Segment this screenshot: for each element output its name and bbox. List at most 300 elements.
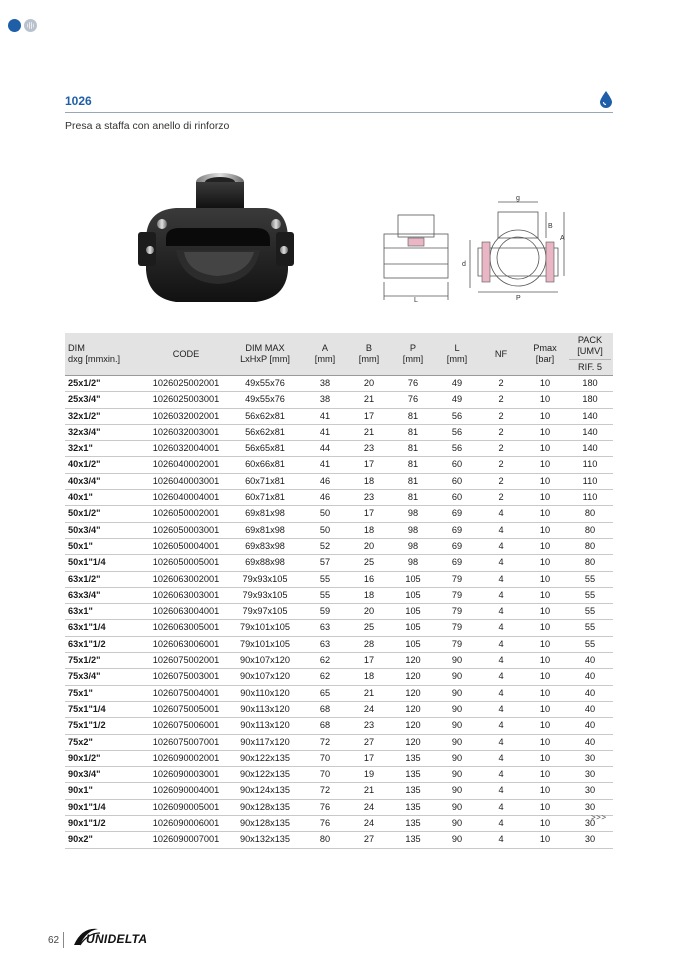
cell-nf: 4 [479,620,523,636]
cell-pack: 80 [567,538,613,554]
cell-pmax: 10 [523,832,567,848]
cell-p: 105 [391,604,435,620]
cell-dim: 40x1" [65,490,145,506]
cell-nf: 4 [479,750,523,766]
table-row [65,441,613,457]
cell-nf: 4 [479,783,523,799]
cell-p: 76 [391,392,435,408]
table-row [65,506,613,522]
cell-b: 23 [347,441,391,457]
cell-dim-max: 56x65x81 [227,441,303,457]
cell-b: 18 [347,522,391,538]
cell-pmax: 10 [523,685,567,701]
cell-a: 57 [303,555,347,571]
product-subtitle: Presa a staffa con anello di rinforzo [65,120,230,132]
cell-l: 90 [435,685,479,701]
header-pmax: Pmax [bar] [523,333,567,376]
cell-dim-max: 90x113x120 [227,701,303,717]
cell-nf: 2 [479,457,523,473]
cell-code: 1026032003001 [145,424,227,440]
cell-p: 98 [391,506,435,522]
cell-p: 120 [391,734,435,750]
table-row [65,718,613,734]
cell-a: 38 [303,392,347,408]
cell-code: 1026075002001 [145,653,227,669]
cell-b: 20 [347,376,391,392]
cell-code: 1026090005001 [145,799,227,815]
cell-dim-max: 90x124x135 [227,783,303,799]
cell-nf: 4 [479,669,523,685]
cell-a: 72 [303,783,347,799]
cell-l: 79 [435,620,479,636]
cell-b: 27 [347,734,391,750]
header-b: B [mm] [347,333,391,376]
cell-pmax: 10 [523,669,567,685]
cell-dim-max: 90x110x120 [227,685,303,701]
cell-dim-max: 69x88x98 [227,555,303,571]
cell-code: 1026050005001 [145,555,227,571]
cell-dim-max: 90x132x135 [227,832,303,848]
cell-pmax: 10 [523,522,567,538]
cell-l: 90 [435,718,479,734]
cell-pack: 55 [567,620,613,636]
cell-dim-max: 90x128x135 [227,816,303,832]
brand-logo-text: UNIDELTA [86,932,148,946]
cell-l: 79 [435,571,479,587]
table-row [65,587,613,603]
water-drop-icon [599,90,613,108]
cell-code: 1026050002001 [145,506,227,522]
cell-pmax: 10 [523,718,567,734]
cell-pack: 55 [567,571,613,587]
cell-a: 63 [303,620,347,636]
cell-nf: 2 [479,376,523,392]
cell-a: 55 [303,571,347,587]
product-header [65,94,613,113]
cell-pmax: 10 [523,734,567,750]
cell-a: 52 [303,538,347,554]
cell-dim: 75x1" [65,685,145,701]
cell-p: 105 [391,636,435,652]
cell-pmax: 10 [523,441,567,457]
cell-pack: 40 [567,685,613,701]
cell-nf: 4 [479,571,523,587]
cell-pack: 40 [567,718,613,734]
cell-p: 105 [391,587,435,603]
cell-nf: 4 [479,799,523,815]
footer-separator [63,932,64,948]
cell-p: 81 [391,441,435,457]
cell-pack: 80 [567,506,613,522]
table-row [65,604,613,620]
cell-p: 120 [391,701,435,717]
cell-a: 72 [303,734,347,750]
cell-dim: 32x3/4" [65,424,145,440]
cell-dim: 40x3/4" [65,473,145,489]
cell-a: 68 [303,701,347,717]
cell-l: 69 [435,506,479,522]
specifications-table [65,333,613,849]
cell-a: 44 [303,441,347,457]
cell-pmax: 10 [523,587,567,603]
cell-dim-max: 56x62x81 [227,424,303,440]
cell-dim-max: 79x93x105 [227,571,303,587]
cell-pmax: 10 [523,750,567,766]
cell-pmax: 10 [523,767,567,783]
table-row [65,816,613,832]
cell-l: 49 [435,392,479,408]
cell-pack: 40 [567,701,613,717]
cell-b: 17 [347,457,391,473]
table-row [65,620,613,636]
cell-dim-max: 69x81x98 [227,522,303,538]
cell-a: 70 [303,767,347,783]
cell-code: 1026075005001 [145,701,227,717]
cell-p: 120 [391,669,435,685]
cell-nf: 4 [479,522,523,538]
table-row [65,571,613,587]
cell-pack: 30 [567,767,613,783]
cell-l: 60 [435,457,479,473]
table-header-row [65,333,613,376]
cell-a: 68 [303,718,347,734]
cell-l: 90 [435,783,479,799]
product-code-title: 1026 [65,94,92,108]
cell-code: 1026075006001 [145,718,227,734]
header-pack: PACK [UMV] RIF. 5 [567,333,613,376]
cell-a: 76 [303,816,347,832]
cell-b: 20 [347,538,391,554]
cell-b: 17 [347,506,391,522]
cell-pack: 80 [567,522,613,538]
cell-pack: 30 [567,750,613,766]
cell-l: 90 [435,750,479,766]
cell-p: 135 [391,750,435,766]
cell-code: 1026063004001 [145,604,227,620]
cell-pmax: 10 [523,392,567,408]
cell-l: 69 [435,555,479,571]
cell-dim-max: 79x97x105 [227,604,303,620]
cell-pmax: 10 [523,620,567,636]
cell-nf: 4 [479,832,523,848]
cell-l: 56 [435,408,479,424]
cell-pmax: 10 [523,604,567,620]
cell-p: 98 [391,538,435,554]
cell-l: 69 [435,522,479,538]
cell-pmax: 10 [523,506,567,522]
cell-dim: 50x1" [65,538,145,554]
cell-b: 24 [347,816,391,832]
cell-nf: 4 [479,685,523,701]
cell-pmax: 10 [523,490,567,506]
cell-code: 1026090003001 [145,767,227,783]
cell-l: 90 [435,701,479,717]
cell-dim-max: 90x107x120 [227,669,303,685]
cell-dim-max: 60x71x81 [227,473,303,489]
cell-b: 17 [347,653,391,669]
cell-nf: 4 [479,555,523,571]
cell-code: 1026040002001 [145,457,227,473]
cell-b: 18 [347,587,391,603]
cell-code: 1026025003001 [145,392,227,408]
diagram-label-l: L [414,297,418,304]
table-row [65,376,613,392]
cell-l: 60 [435,490,479,506]
cell-nf: 2 [479,392,523,408]
cell-b: 24 [347,701,391,717]
cell-code: 1026040003001 [145,473,227,489]
cell-pmax: 10 [523,424,567,440]
table-row [65,473,613,489]
table-row [65,750,613,766]
cell-dim-max: 90x122x135 [227,750,303,766]
cell-b: 16 [347,571,391,587]
cell-dim: 90x1"1/2 [65,816,145,832]
diagram-label-g: g [516,195,520,202]
cell-b: 27 [347,832,391,848]
cell-pmax: 10 [523,653,567,669]
header-nf: NF [479,333,523,376]
cell-l: 56 [435,424,479,440]
cell-dim: 63x1"1/4 [65,620,145,636]
cell-nf: 2 [479,408,523,424]
cell-p: 105 [391,571,435,587]
cell-pack: 30 [567,816,613,832]
cell-dim-max: 79x101x105 [227,620,303,636]
cell-pack: 55 [567,587,613,603]
page-number: 62 [48,935,60,946]
table-row [65,799,613,815]
cell-p: 76 [391,376,435,392]
header-dim-max: DIM MAX LxHxP [mm] [227,333,303,376]
cell-dim-max: 49x55x76 [227,376,303,392]
cell-dim: 90x1" [65,783,145,799]
cell-p: 81 [391,490,435,506]
cell-nf: 4 [479,816,523,832]
header-dim: DIM dxg [mmxin.] [65,333,145,376]
cell-code: 1026063005001 [145,620,227,636]
cell-dim: 25x3/4" [65,392,145,408]
cell-pmax: 10 [523,799,567,815]
cell-pack: 40 [567,653,613,669]
table-row [65,685,613,701]
table-row [65,636,613,652]
cell-pmax: 10 [523,636,567,652]
diagram-label-d: d [462,261,466,268]
cell-dim: 90x1/2" [65,750,145,766]
cell-pack: 140 [567,424,613,440]
cell-code: 1026075007001 [145,734,227,750]
cell-pack: 110 [567,490,613,506]
table-row [65,408,613,424]
cell-p: 81 [391,424,435,440]
cell-a: 38 [303,376,347,392]
table-row [65,392,613,408]
cell-nf: 4 [479,636,523,652]
cell-code: 1026090004001 [145,783,227,799]
cell-code: 1026050004001 [145,538,227,554]
diagram-label-a: A [560,235,565,242]
cell-pack: 40 [567,734,613,750]
table-row [65,490,613,506]
table-row [65,538,613,554]
cell-b: 21 [347,783,391,799]
cell-pack: 30 [567,832,613,848]
table-row [65,767,613,783]
table-row [65,424,613,440]
cell-dim-max: 90x128x135 [227,799,303,815]
cell-code: 1026032004001 [145,441,227,457]
cell-nf: 4 [479,604,523,620]
cell-pack: 55 [567,636,613,652]
cell-nf: 4 [479,587,523,603]
cell-b: 21 [347,685,391,701]
cell-a: 50 [303,506,347,522]
cell-nf: 4 [479,767,523,783]
cell-nf: 4 [479,734,523,750]
cell-l: 90 [435,799,479,815]
cell-code: 1026090007001 [145,832,227,848]
header-code: CODE [145,333,227,376]
table-row [65,701,613,717]
cell-dim-max: 90x122x135 [227,767,303,783]
cell-code: 1026063006001 [145,636,227,652]
cell-l: 79 [435,587,479,603]
cell-dim: 40x1/2" [65,457,145,473]
cell-nf: 2 [479,424,523,440]
cell-p: 135 [391,832,435,848]
cell-l: 90 [435,669,479,685]
cell-b: 24 [347,799,391,815]
cell-dim-max: 56x62x81 [227,408,303,424]
cell-l: 90 [435,767,479,783]
diagram-label-p: P [516,295,521,302]
grey-dot-icon [24,19,37,32]
cell-b: 23 [347,490,391,506]
header-a: A [mm] [303,333,347,376]
cell-pmax: 10 [523,376,567,392]
cell-l: 79 [435,636,479,652]
cell-nf: 4 [479,718,523,734]
cell-b: 20 [347,604,391,620]
cell-p: 98 [391,555,435,571]
table-row [65,734,613,750]
cell-a: 80 [303,832,347,848]
cell-pmax: 10 [523,538,567,554]
cell-dim-max: 60x71x81 [227,490,303,506]
cell-nf: 2 [479,441,523,457]
cell-dim-max: 79x93x105 [227,587,303,603]
table-row [65,783,613,799]
cell-b: 18 [347,473,391,489]
cell-pack: 140 [567,408,613,424]
cell-b: 19 [347,767,391,783]
cell-a: 41 [303,408,347,424]
cell-dim: 63x1"1/2 [65,636,145,652]
table-body [65,376,613,849]
cell-pack: 110 [567,457,613,473]
cell-code: 1026075004001 [145,685,227,701]
cell-l: 90 [435,816,479,832]
cell-dim-max: 69x81x98 [227,506,303,522]
cell-l: 90 [435,734,479,750]
cell-pack: 30 [567,799,613,815]
cell-dim: 75x1/2" [65,653,145,669]
cell-nf: 2 [479,473,523,489]
cell-b: 28 [347,636,391,652]
cell-pmax: 10 [523,408,567,424]
cell-pmax: 10 [523,816,567,832]
cell-pmax: 10 [523,701,567,717]
cell-l: 90 [435,832,479,848]
cell-dim: 32x1" [65,441,145,457]
section-dots [8,19,37,32]
cell-nf: 4 [479,506,523,522]
header-p: P [mm] [391,333,435,376]
cell-a: 46 [303,473,347,489]
cell-a: 76 [303,799,347,815]
cell-pack: 55 [567,604,613,620]
cell-p: 105 [391,620,435,636]
cell-dim: 50x1"1/4 [65,555,145,571]
cell-a: 65 [303,685,347,701]
cell-dim: 25x1/2" [65,376,145,392]
cell-nf: 4 [479,701,523,717]
cell-dim-max: 69x83x98 [227,538,303,554]
table-row [65,522,613,538]
cell-a: 70 [303,750,347,766]
cell-code: 1026040004001 [145,490,227,506]
cell-b: 21 [347,424,391,440]
cell-a: 41 [303,424,347,440]
header-l: L [mm] [435,333,479,376]
cell-code: 1026075003001 [145,669,227,685]
cell-pack: 180 [567,392,613,408]
cell-a: 62 [303,653,347,669]
cell-l: 56 [435,441,479,457]
continued-indicator: >>> [591,813,607,822]
cell-dim: 75x2" [65,734,145,750]
cell-code: 1026032002001 [145,408,227,424]
cell-b: 23 [347,718,391,734]
cell-code: 1026063002001 [145,571,227,587]
cell-code: 1026025002001 [145,376,227,392]
cell-p: 120 [391,653,435,669]
cell-p: 81 [391,473,435,489]
cell-p: 135 [391,767,435,783]
cell-pack: 110 [567,473,613,489]
cell-nf: 4 [479,538,523,554]
cell-b: 18 [347,669,391,685]
cell-dim: 50x3/4" [65,522,145,538]
cell-p: 81 [391,408,435,424]
cell-pmax: 10 [523,571,567,587]
table-row [65,832,613,848]
cell-pmax: 10 [523,473,567,489]
cell-pack: 180 [567,376,613,392]
cell-dim: 63x1" [65,604,145,620]
cell-code: 1026090002001 [145,750,227,766]
cell-pmax: 10 [523,457,567,473]
cell-code: 1026090006001 [145,816,227,832]
cell-l: 69 [435,538,479,554]
cell-l: 49 [435,376,479,392]
cell-pack: 140 [567,441,613,457]
cell-a: 63 [303,636,347,652]
cell-a: 50 [303,522,347,538]
cell-p: 135 [391,799,435,815]
table-row [65,669,613,685]
